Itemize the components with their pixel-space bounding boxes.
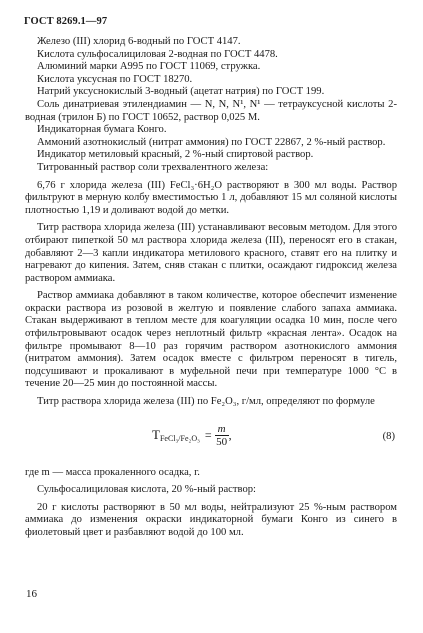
paragraph: Аммоний азотнокислый (нитрат аммония) по ГОСТ 22867, 2 %-ный раствор. (37, 136, 386, 148)
paragraph: Титр раствора хлорида железа (III) по Fe₂O₃, г/мл, определяют по формуле (37, 396, 375, 408)
paragraph: Титрованный раствор соли трехвалентного железа: (37, 161, 269, 173)
formula-titre-symbol: T (152, 426, 160, 442)
formula-subscript: FeCl₃/Fe₂O₃ (159, 433, 200, 443)
paragraph: Соль динатриевая этилендиамин — N, N, N¹, N¹ — тетрауксусной кислоты 2-водная (трилон Б) по ГОСТ 10652, раствор 0,025 М. (25, 98, 397, 123)
formula-denominator: 50 (216, 435, 228, 448)
paragraph: 20 г кислоты растворяют в 50 мл воды, нейтрализуют 25 %-ным раствором аммиака до изменения окраски индикаторной бумаги Конго из синего в фиолетовый цвет и разбавляют водой до 100 мл. (25, 501, 397, 538)
paragraph: Натрий уксуснокислый 3-водный (ацетат натрия) по ГОСТ 199. (37, 86, 325, 98)
paragraph: Сульфосалициловая кислота, 20 %-ный раствор: (37, 484, 256, 496)
formula-block (25, 419, 397, 459)
formula-equals: = (204, 427, 212, 442)
formula-fraction (215, 423, 229, 448)
paragraph: где m — масса прокаленного осадка, г. (25, 466, 200, 478)
paragraph: 6,76 г хлорида железа (III) FeCl₃·6H₂O растворяют в 300 мл воды. Раствор фильтруют в мерную колбу вместимостью 1 л, добавляют 15 мл соляной кислоты плотностью 1,19 и доливают водой до метки. (25, 179, 397, 216)
page-number: 16 (26, 588, 37, 600)
paragraph: Алюминий марки А995 по ГОСТ 11069, стружка. (37, 61, 261, 73)
paragraph: Кислота уксусная по ГОСТ 18270. (37, 73, 193, 85)
formula-trailing-comma: , (228, 427, 232, 442)
paragraph: Индикатор метиловый красный, 2 %-ный спиртовой раствор. (37, 149, 314, 161)
formula-number: (8) (382, 430, 395, 442)
paragraph-list (25, 36, 397, 409)
formula-expression (152, 423, 232, 448)
standard-header: ГОСТ 8269.1—97 (24, 16, 108, 27)
paragraph: Титр раствора хлорида железа (III) устанавливают весовым методом. Для этого отбирают пипеткой 50 мл раствора хлорида железа (III), переносят его в стакан, добавляют 2—3 капли индикатора метилового красного, ставят его на плитку и нагревают до кипения. Затем, сняв стакан с плитки, осаждают гидроксид железа раствором аммиака. (25, 222, 397, 284)
document-body (25, 36, 397, 540)
formula-numerator: m (215, 423, 229, 436)
paragraph: Индикаторная бумага Конго. (37, 124, 167, 136)
paragraph: Кислота сульфосалициловая 2-водная по ГОСТ 4478. (37, 48, 278, 60)
paragraph: Раствор аммиака добавляют в таком количестве, которое обеспечит изменение окраски раствора из розовой в желтую и появление слабого запаха аммиака. Стакан выдерживают в теплом месте для коагуляции осадка 10 мин, после чего отфильтровывают осадок через неплотный фильтр «красная лента». Осадок на фильтре промывают 8—10 раз горячим раствором азотнокислого аммония (нитратом аммония). Затем осадок вместе с фильтром переносят в тигель, подсушивают и прокаливают в муфельной печи при температуре 1000 °С в течение 20—25 мин до постоянной массы. (25, 290, 397, 390)
paragraph-list-after-formula (25, 467, 397, 540)
paragraph: Железо (III) хлорид 6-водный по ГОСТ 4147. (37, 36, 241, 47)
